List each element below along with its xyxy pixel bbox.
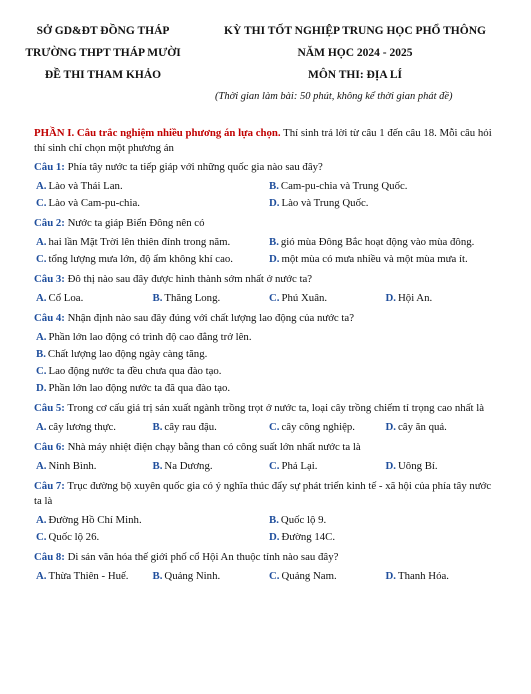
exam-header [0, 20, 531, 110]
option-text: Ninh Bình. [48, 460, 97, 472]
option-a [34, 568, 151, 585]
option-c [34, 529, 267, 546]
option-d [384, 568, 501, 585]
option-label: C. [36, 197, 47, 209]
question-text: Trục đường bộ xuyên quốc gia có ý nghĩa thúc đẩy sự phát triển kinh tế - xã hội của phía tây nước ta là [34, 480, 492, 507]
option-text: gió mùa Đông Bắc hoạt động vào mùa đông. [280, 236, 475, 248]
question-number: Câu 3: [34, 273, 65, 285]
option-label: B. [152, 570, 163, 582]
answer-options [34, 329, 500, 397]
option-text: Quảng Nam. [281, 570, 337, 582]
exam-content [34, 126, 500, 585]
question [34, 479, 500, 509]
option-text: Na Dương. [164, 460, 213, 472]
option-text: Chất lượng lao động ngày càng tăng. [47, 348, 208, 360]
question-number: Câu 8: [34, 551, 65, 563]
answer-options [34, 419, 500, 436]
answer-options [34, 512, 500, 546]
answer-options [34, 290, 500, 307]
option-label: B. [269, 236, 279, 248]
option-b [267, 234, 500, 251]
option-label: C. [36, 531, 47, 543]
option-d [34, 380, 500, 397]
school-year: NĂM HỌC 2024 - 2025 [297, 47, 413, 59]
option-text: Đường 14C. [281, 531, 336, 543]
option-text: Phần lớn lao động có trình độ cao đẳng trở lên. [48, 331, 252, 343]
answer-options [34, 568, 500, 585]
option-c [34, 251, 267, 268]
option-text: Quảng Ninh. [164, 570, 221, 582]
exam-info [205, 20, 505, 86]
option-text: Lào và Thái Lan. [48, 180, 123, 192]
option-a [34, 290, 151, 307]
option-label: D. [385, 292, 396, 304]
question [34, 401, 500, 416]
question-number: Câu 5: [34, 402, 65, 414]
question [34, 216, 500, 231]
question-number: Câu 1: [34, 161, 65, 173]
option-label: B. [152, 292, 163, 304]
exam-title: KỲ THI TỐT NGHIỆP TRUNG HỌC PHỔ THÔNG [224, 25, 486, 37]
option-text: cây rau đậu. [164, 421, 217, 433]
question-text: Đô thị nào sau đây được hình thành sớm nhất ở nước ta? [67, 273, 313, 285]
option-label: A. [36, 421, 47, 433]
option-label: D. [269, 197, 280, 209]
option-label: D. [36, 382, 47, 394]
part-intro [34, 126, 500, 156]
option-d [384, 458, 501, 475]
option-label: A. [36, 331, 47, 343]
school-info [18, 20, 188, 86]
option-label: B. [36, 348, 46, 360]
option-text: cây công nghiệp. [281, 421, 355, 433]
option-b [151, 419, 268, 436]
option-label: C. [269, 421, 280, 433]
option-c [34, 363, 500, 380]
question-number: Câu 6: [34, 441, 65, 453]
option-b [267, 178, 500, 195]
option-text: Phú Xuân. [281, 292, 328, 304]
option-label: D. [385, 460, 396, 472]
option-c [34, 195, 267, 212]
answer-options [34, 234, 500, 268]
option-text: hai lần Mặt Trời lên thiên đỉnh trong năm. [48, 236, 231, 248]
option-a [34, 178, 267, 195]
option-label: A. [36, 292, 47, 304]
option-d [267, 195, 500, 212]
exam-type: ĐỀ THI THAM KHẢO [44, 69, 162, 81]
option-c [267, 458, 384, 475]
option-label: C. [36, 365, 47, 377]
option-label: D. [269, 253, 280, 265]
option-b [151, 458, 268, 475]
option-d [267, 529, 500, 546]
answer-options [34, 178, 500, 212]
option-text: Đường Hồ Chí Minh. [48, 514, 142, 526]
question-text: Nhà máy nhiệt điện chạy bằng than có công suất lớn nhất nước ta là [67, 441, 361, 453]
question-text: Nhận định nào sau đây đúng với chất lượng lao động của nước ta? [67, 312, 354, 324]
option-b [151, 290, 268, 307]
subject: MÔN THI: ĐỊA LÍ [307, 69, 403, 81]
option-text: Cam-pu-chia và Trung Quốc. [280, 180, 408, 192]
option-c [267, 568, 384, 585]
option-text: Lao động nước ta đều chưa qua đào tạo. [48, 365, 222, 377]
question-text: Di sản văn hóa thế giới phố cổ Hội An thuộc tỉnh nào sau đây? [67, 551, 339, 563]
option-text: Quốc lộ 9. [280, 514, 327, 526]
option-label: C. [269, 460, 280, 472]
option-text: Phần lớn lao động nước ta đã qua đào tạo. [48, 382, 231, 394]
option-label: B. [152, 421, 163, 433]
option-text: Lào và Trung Quốc. [281, 197, 369, 209]
time-note: (Thời gian làm bài: 50 phút, không kể thời gian phát đề) [215, 91, 453, 102]
option-label: C. [269, 292, 280, 304]
option-c [267, 290, 384, 307]
option-label: B. [269, 514, 279, 526]
option-c [267, 419, 384, 436]
option-text: Quốc lộ 26. [48, 531, 100, 543]
question [34, 311, 500, 326]
answer-options [34, 458, 500, 475]
option-label: A. [36, 570, 47, 582]
option-text: cây lương thực. [48, 421, 116, 433]
option-label: D. [385, 570, 396, 582]
option-a [34, 512, 267, 529]
option-text: Thừa Thiên - Huế. [48, 570, 129, 582]
option-d [384, 290, 501, 307]
question-text: Phía tây nước ta tiếp giáp với những quốc gia nào sau đây? [67, 161, 323, 173]
option-text: Hội An. [398, 292, 433, 304]
option-text: Cổ Loa. [48, 292, 84, 304]
option-label: A. [36, 514, 47, 526]
part-instruction: Thí sinh trả lời từ câu 1 đến câu 18. Mỗi câu hỏi thí sinh chỉ chọn một phương án [34, 127, 492, 154]
option-b [34, 346, 500, 363]
question [34, 440, 500, 455]
option-text: Uông Bí. [398, 460, 438, 472]
option-label: C. [269, 570, 280, 582]
option-b [267, 512, 500, 529]
option-d [267, 251, 500, 268]
option-text: cây ăn quả. [398, 421, 447, 433]
question [34, 160, 500, 175]
option-a [34, 329, 500, 346]
question-number: Câu 2: [34, 217, 65, 229]
option-label: A. [36, 460, 47, 472]
school-name: TRƯỜNG THPT THÁP MƯỜI [25, 47, 181, 59]
option-label: D. [385, 421, 396, 433]
question [34, 272, 500, 287]
option-text: tổng lượng mưa lớn, độ ẩm không khí cao. [48, 253, 233, 265]
option-text: Thăng Long. [164, 292, 221, 304]
option-label: B. [152, 460, 163, 472]
option-text: Phả Lại. [281, 460, 318, 472]
option-text: Lào và Cam-pu-chia. [48, 197, 140, 209]
question-number: Câu 4: [34, 312, 65, 324]
part-title: PHẦN I. Câu trắc nghiệm nhiều phương án lựa chọn. [34, 127, 281, 139]
option-label: D. [269, 531, 280, 543]
option-label: A. [36, 180, 47, 192]
option-a [34, 234, 267, 251]
question-number: Câu 7: [34, 480, 65, 492]
question-text: Trong cơ cấu giá trị sản xuất ngành trồng trọt ở nước ta, loại cây trồng chiếm tỉ trọng cao nhất là [67, 402, 484, 414]
option-a [34, 419, 151, 436]
option-b [151, 568, 268, 585]
department-name: SỞ GD&ĐT ĐỒNG THÁP [36, 25, 170, 37]
option-d [384, 419, 501, 436]
option-text: một mùa có mưa nhiều và một mùa mưa ít. [281, 253, 468, 265]
question-text: Nước ta giáp Biển Đông nên có [67, 217, 205, 229]
option-label: A. [36, 236, 47, 248]
option-label: B. [269, 180, 279, 192]
option-a [34, 458, 151, 475]
option-label: C. [36, 253, 47, 265]
option-text: Thanh Hóa. [398, 570, 449, 582]
question [34, 550, 500, 565]
